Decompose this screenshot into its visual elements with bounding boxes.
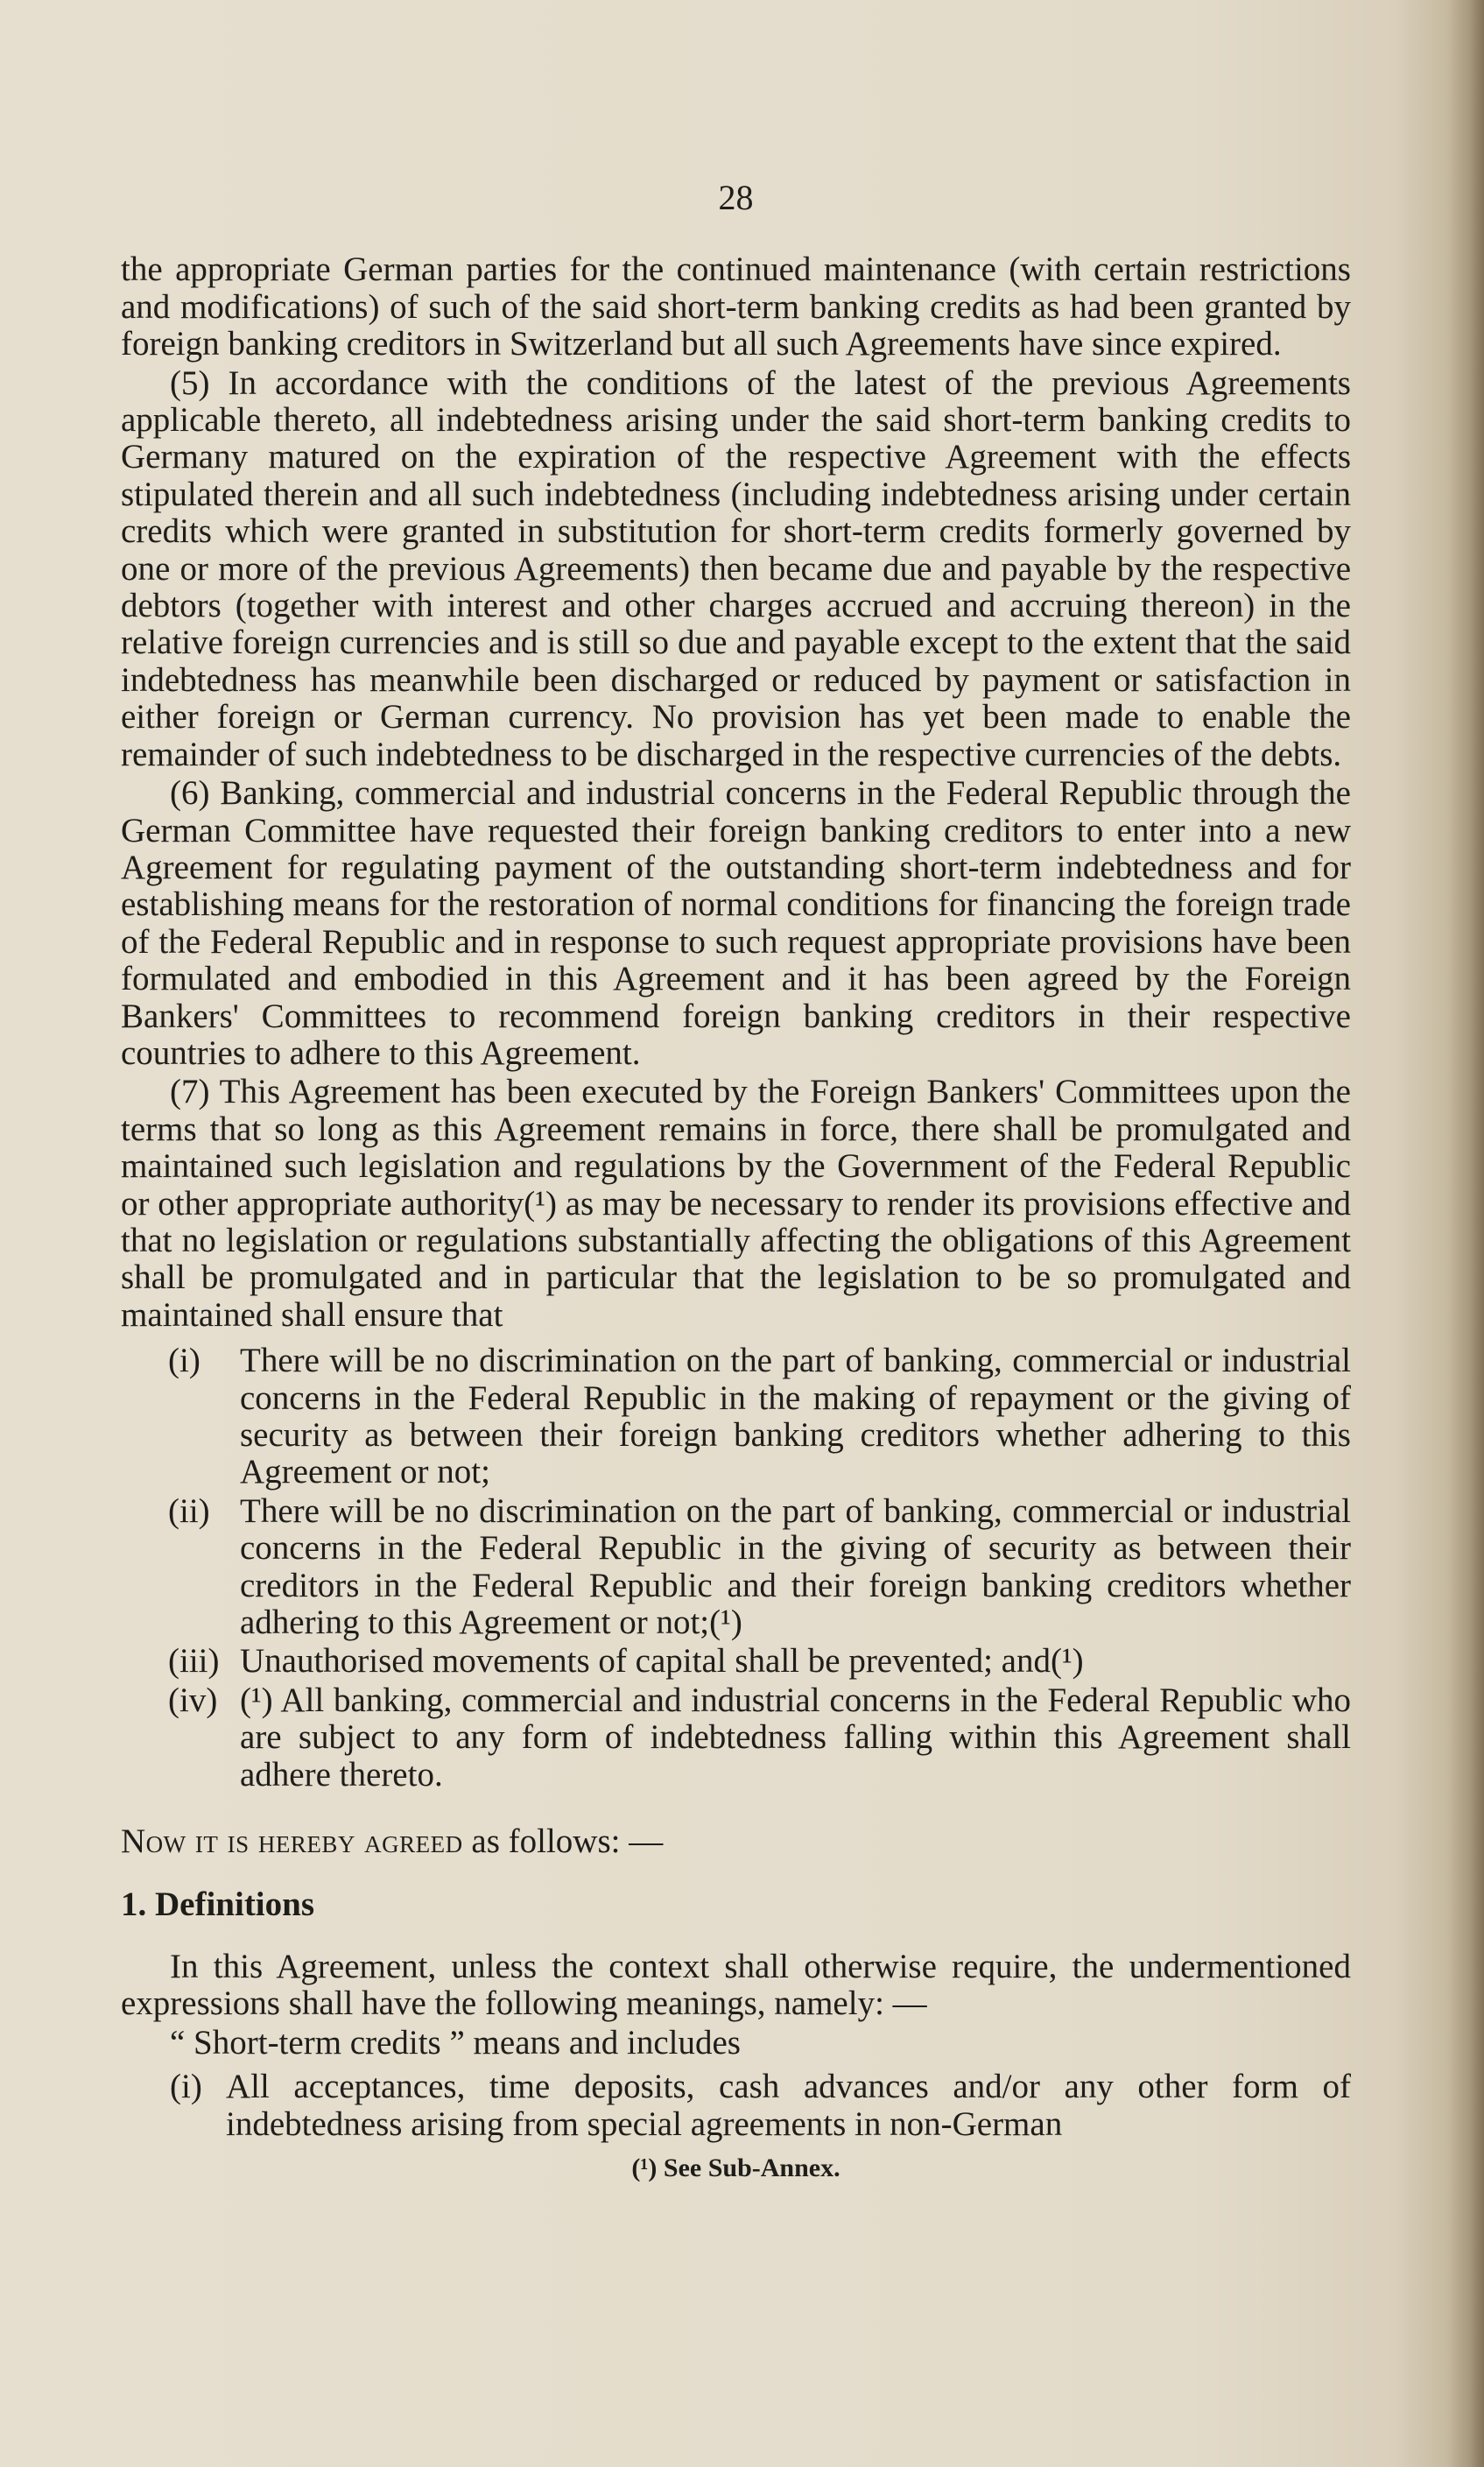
- paragraph-7: (7) This Agreement has been executed by the Foreign Bankers' Committees upon the terms that so long as this Agreement remains in force, there shall be promulgated and maintained such legislation and regulations by the Government of the Federal Republic or other appropriate authority(¹) as may be necessary to render its provisions effective and that no legislation or regulations substantially affecting the obligations of this Agreement shall be promulgated and in particular that the legislation to be so promulgated and maintained shall ensure that: [121, 1073, 1351, 1334]
- conditions-list: [121, 1343, 1351, 1794]
- page-number: 28: [718, 178, 754, 217]
- now-agreed-line: [121, 1823, 1351, 1860]
- definition-term: “ Short-term credits ” means and includes: [170, 2023, 741, 2062]
- list-item: [121, 1643, 1351, 1680]
- list-item-number: (iv): [168, 1681, 218, 1719]
- list-item: [121, 1682, 1351, 1794]
- list-item: [121, 1343, 1351, 1491]
- definition-item-text: All acceptances, time deposits, cash advances and/or any other form of indebtedness arising from special agreements in non-German: [226, 2068, 1351, 2143]
- definition-item: [121, 2069, 1351, 2143]
- definitions-intro: In this Agreement, unless the context shall otherwise require, the undermentioned expressions shall have the following meanings, namely: —: [121, 1947, 1351, 2023]
- document-body: [121, 180, 1351, 2187]
- paragraph-intro: the appropriate German parties for the continued maintenance (with certain restrictions and modifications) of such of the said short-term banking credits as had been granted by foreign banking creditors in Switzerland but all such Agreements have since expired.: [121, 250, 1351, 363]
- list-item-number: (i): [168, 1342, 200, 1380]
- page-edge-shadow: [1447, 0, 1484, 2467]
- paragraph-5: (5) In accordance with the conditions of the latest of the previous Agreements applicable thereto, all indebtedness arising under the said short-term banking credits to Germany matured on the expiration of the respective Agreement with the effects stipulated therein and all such indebtedness (including indebtedness arising under certain credits which were granted in substitution for short-term credits formerly governed by one or more of the previous Agreements) then became due and payable by the respective debtors (together with interest and other charges accrued and accruing thereon) in the relative foreign currencies and is still so due and payable except to the extent that the said indebtedness has meanwhile been discharged or reduced by payment or satisfaction in either foreign or German currency. No provision has yet been made to enable the remainder of such indebtedness to be discharged in the respective currencies of the debts.: [121, 363, 1351, 773]
- list-item-number: (ii): [168, 1491, 210, 1530]
- section-heading: 1. Definitions: [121, 1885, 315, 1924]
- list-item-text: There will be no discrimination on the part of banking, commercial or industrial concerns in the Federal Republic in the giving of security as between their creditors in the Federal Republic and their foreign banking creditors whether adhering to this Agreement or not;(¹): [240, 1491, 1351, 1642]
- list-item-text: Unauthorised movements of capital shall be prevented; and(¹): [240, 1642, 1084, 1681]
- footnote: (¹) See Sub-Annex.: [631, 2153, 840, 2182]
- paragraph-6: (6) Banking, commercial and industrial concerns in the Federal Republic through the German Committee have requested their foreign banking creditors to enter into a new Agreement for regulating payment of the outstanding short-term indebtedness and for establishing means for the restoration of normal conditions for financing the foreign trade of the Federal Republic and in response to such request appropriate provisions have been formulated and embodied in this Agreement and it has been agreed by the Foreign Bankers' Committees to recommend foreign banking creditors in their respective countries to adhere to this Agreement.: [121, 774, 1351, 1072]
- definition-item-number: (i): [170, 2068, 202, 2106]
- now-agreed-caps: Now it is hereby agreed: [121, 1822, 463, 1861]
- list-item-number: (iii): [168, 1642, 220, 1681]
- now-agreed-rest: as follows: —: [462, 1822, 664, 1861]
- list-item-text: There will be no discrimination on the part of banking, commercial or industrial concerns in the Federal Republic in the making of repayment or the giving of security as between their foreign banking creditors whether adhering to this Agreement or not;: [240, 1342, 1351, 1491]
- list-item-text: (¹) All banking, commercial and industrial concerns in the Federal Republic who are subject to any form of indebtedness falling within this Agreement shall adhere thereto.: [240, 1681, 1351, 1794]
- list-item: [121, 1493, 1351, 1642]
